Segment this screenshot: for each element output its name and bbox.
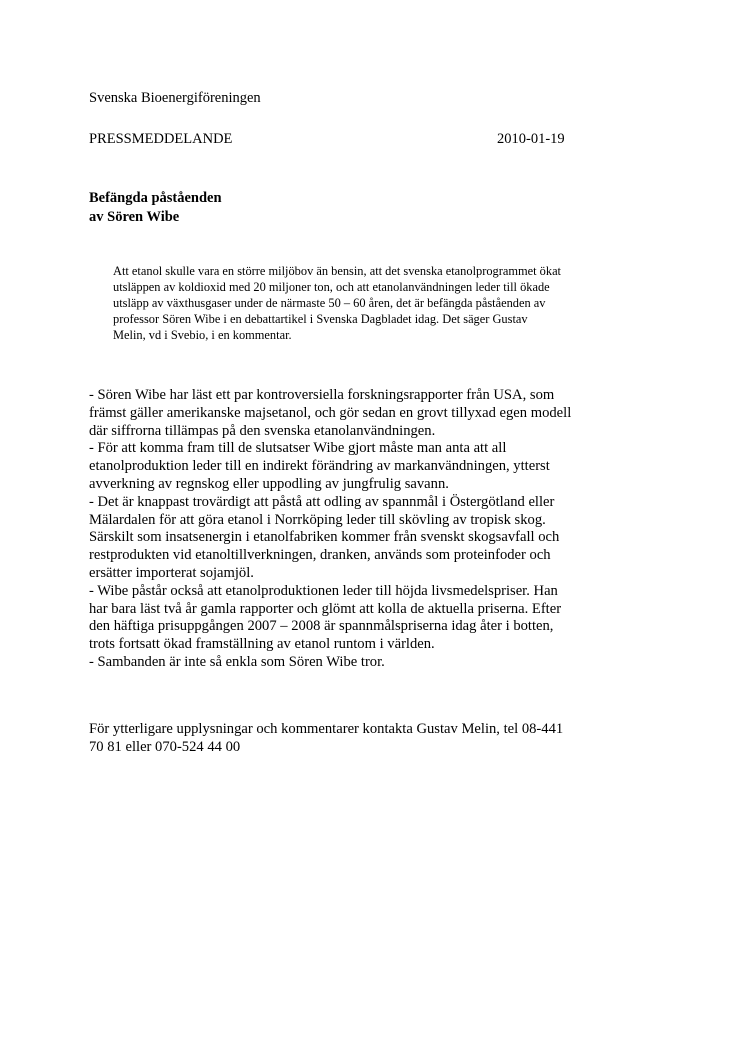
headline-line-1: Befängda påståenden [89, 190, 222, 206]
body-line: Särskilt som insatsenergin i etanolfabriken kommer från svenskt skogsavfall och [89, 529, 560, 546]
release-date: 2010-01-19 [497, 131, 565, 147]
body-line: - Sören Wibe har läst ett par kontroversiella forskningsrapporter från USA, som [89, 387, 555, 403]
lead-line: Att etanol skulle vara en större miljöbov än bensin, att det svenska etanolprogrammet ökat [113, 264, 562, 278]
lead-line: professor Sören Wibe i en debattartikel i Svenska Dagbladet idag. Det säger Gustav [113, 312, 528, 326]
body-line: - Wibe påstår också att etanolproduktionen leder till höjda livsmedelspriser. Han [89, 582, 558, 599]
body-line: trots fortsatt ökad framställning av etanol runtom i världen. [89, 636, 435, 653]
body-text [89, 387, 689, 672]
body-line: ersätter importerat sojamjöl. [89, 564, 254, 581]
contact-line: 70 81 eller 070-524 44 00 [89, 739, 241, 755]
body-line: etanolproduktion leder till en indirekt förändring av markanvändningen, ytterst [89, 458, 550, 475]
headline [89, 189, 222, 227]
body-line: Mälardalen för att göra etanol i Norrköping leder till skövling av tropisk skog. [89, 511, 546, 528]
lead-paragraph [113, 263, 673, 343]
body-line: främst gäller amerikanske majsetanol, och gör sedan en grovt tillyxad egen modell [89, 404, 572, 421]
lead-line: Melin, vd i Svebio, i en kommentar. [113, 328, 292, 342]
body-line: restprodukten vid etanoltillverkningen, dranken, används som proteinfoder och [89, 547, 551, 564]
headline-line-2: av Sören Wibe [89, 209, 180, 225]
body-line: avverkning av regnskog eller uppodling av jungfrulig savann. [89, 475, 449, 492]
body-line: - Det är knappast trovärdigt att påstå att odling av spannmål i Östergötland eller [89, 493, 555, 510]
body-line: - För att komma fram till de slutsatser Wibe gjort måste man anta att all [89, 440, 507, 457]
lead-line: utsläpp av växthusgaser under de närmaste 50 – 60 åren, det är befängda påståenden av [113, 296, 546, 310]
body-line: där siffrorna tillämpas på den svenska etanolanvändningen. [89, 422, 436, 439]
contact-line: För ytterligare upplysningar och kommentarer kontakta Gustav Melin, tel 08-441 [89, 721, 564, 737]
body-line: den häftiga prisuppgången 2007 – 2008 är spannmålspriserna idag åter i botten, [89, 618, 554, 635]
document-type-label: PRESSMEDDELANDE [89, 131, 233, 147]
body-line: har bara läst två år gamla rapporter och glömt att kolla de aktuella priserna. Efter [89, 600, 562, 617]
organization-name: Svenska Bioenergiföreningen [89, 90, 261, 106]
contact-info [89, 720, 689, 756]
body-line: - Sambanden är inte så enkla som Sören Wibe tror. [89, 653, 385, 670]
lead-line: utsläppen av koldioxid med 20 miljoner ton, och att etanolanvändningen leder till ökade [113, 280, 550, 294]
